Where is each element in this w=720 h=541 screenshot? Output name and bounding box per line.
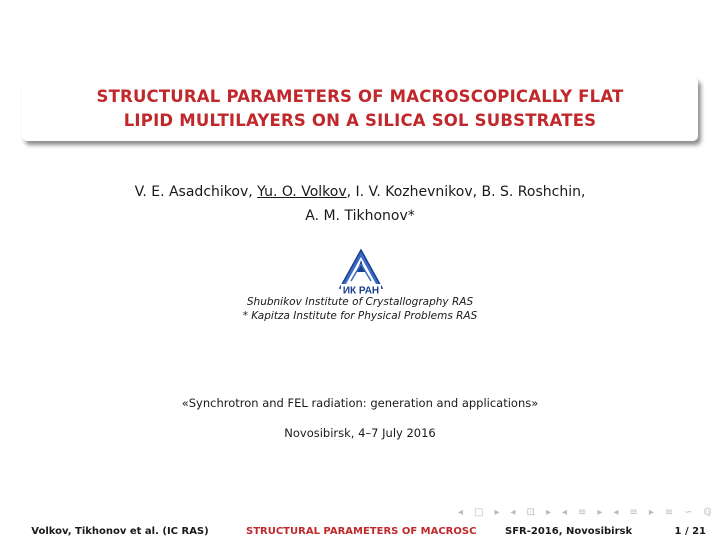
authors-line-1 bbox=[0, 180, 720, 204]
nav-icon-7[interactable]: ◂ bbox=[561, 507, 567, 518]
nav-icon-11[interactable]: ≡ bbox=[629, 507, 638, 518]
ic-ras-logo bbox=[337, 248, 385, 296]
footer-page: 1 / 21 bbox=[674, 526, 706, 537]
footer-authors: Volkov, Tikhonov et al. (IC RAS) bbox=[0, 522, 240, 541]
nav-icon-12[interactable]: ▸ bbox=[648, 507, 654, 518]
beamer-navigation bbox=[458, 507, 712, 518]
nav-icon-10[interactable]: ◂ bbox=[613, 507, 619, 518]
nav-icon-8[interactable]: ≡ bbox=[578, 507, 587, 518]
nav-icon-5[interactable]: ⊡ bbox=[526, 507, 535, 518]
nav-icon-3[interactable]: ▸ bbox=[494, 507, 500, 518]
authors bbox=[0, 180, 720, 228]
nav-icon-9[interactable]: ▸ bbox=[597, 507, 603, 518]
nav-icon-1[interactable]: ◂ bbox=[458, 507, 464, 518]
footer-right bbox=[480, 522, 720, 541]
nav-icon-14[interactable]: ∽ bbox=[684, 507, 693, 518]
institution-1: Shubnikov Institute of Crystallography RAS bbox=[246, 296, 474, 308]
title-line-2: LIPID MULTILAYERS ON A SILICA SOL SUBSTRATES bbox=[123, 111, 597, 130]
institution-2: * Kapitza Institute for Physical Problems RAS bbox=[242, 310, 478, 322]
footer-event: SFR-2016, Novosibirsk bbox=[505, 526, 633, 537]
nav-icon-15[interactable]: ℚ bbox=[703, 507, 712, 518]
footer-title: STRUCTURAL PARAMETERS OF MACROSC bbox=[240, 522, 480, 541]
nav-icon-2[interactable]: □ bbox=[474, 507, 484, 518]
footer bbox=[0, 522, 720, 541]
authors-line-2: A. M. Tikhonov* bbox=[305, 208, 415, 224]
nav-icon-4[interactable]: ◂ bbox=[510, 507, 516, 518]
conference-name: «Synchrotron and FEL radiation: generation and applications» bbox=[181, 396, 539, 410]
nav-icon-6[interactable]: ▸ bbox=[545, 507, 551, 518]
author-asadchikov: V. E. Asadchikov, bbox=[134, 184, 253, 200]
title-block bbox=[22, 77, 698, 141]
title-line-1: STRUCTURAL PARAMETERS OF MACROSCOPICALLY FLAT bbox=[96, 87, 624, 106]
ic-ras-logo-icon bbox=[337, 248, 385, 296]
place-date: Novosibirsk, 4–7 July 2016 bbox=[284, 426, 436, 440]
authors-rest: , I. V. Kozhevnikov, B. S. Roshchin, bbox=[346, 184, 586, 200]
nav-icon-13[interactable]: ≡ bbox=[664, 507, 674, 518]
author-presenter: Yu. O. Volkov bbox=[257, 184, 347, 200]
ic-ras-logo-text: ИК РАН bbox=[342, 285, 380, 296]
